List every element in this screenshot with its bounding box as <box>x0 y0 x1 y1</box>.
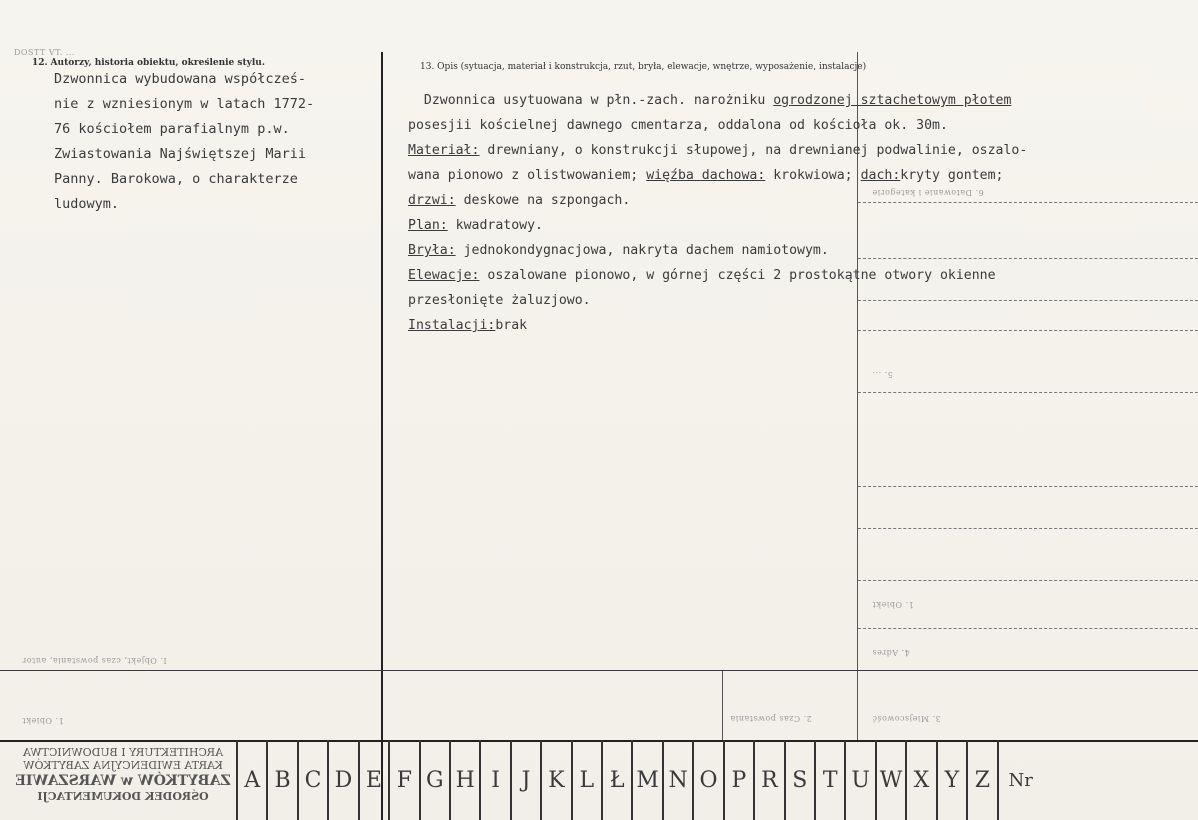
field-12-line: Panny. Barokowa, o charakterze <box>54 171 298 187</box>
field-13-line-1-underlined: ogrodzonej sztachetowym płotem <box>773 93 1012 108</box>
letter-cell: F <box>388 740 418 820</box>
letter-cell: R <box>753 740 783 820</box>
field-13-elevations <box>408 263 1027 288</box>
field-13-line-2: posesjii kościelnej dawnego cmentarza, oddalona od kościoła ok. 30m. <box>408 118 948 133</box>
field-12-line: nie z wzniesionym w latach 1772- <box>54 96 315 112</box>
field-12-num: 12. <box>32 58 48 68</box>
body-text: jednokondygnacjowa, nakryta dachem namiotowym. <box>455 243 829 258</box>
field-12-line: 76 kościołem parafialnym p.w. <box>54 121 290 137</box>
letter-cell: W <box>875 740 905 820</box>
ghost-text-top-left: DOSTT VT. ... <box>14 48 75 57</box>
dash-7 <box>858 528 1198 529</box>
ghost-text-right-4: 3. Miejscowość <box>872 714 941 723</box>
letter-cell: H <box>449 740 479 820</box>
letter-cell: B <box>266 740 296 820</box>
body-label: Bryła: <box>408 243 456 258</box>
organization-block <box>12 740 234 818</box>
field-13-body <box>408 238 1027 263</box>
line-4-b: krokwiowa; <box>765 168 861 183</box>
plan-text: kwadratowy. <box>447 218 543 233</box>
org-line: ARCHITEKTURY I BUDOWNICTWA <box>22 746 224 759</box>
dash-8 <box>858 580 1198 581</box>
letter-cell: L <box>571 740 601 820</box>
letter-cell: A <box>236 740 266 820</box>
ghost-text-bottom-left-2: 1. Obiekt <box>22 716 64 725</box>
installations-label: Instalacji: <box>408 318 496 333</box>
ghost-text-right-5: 2. Czas powstania <box>730 714 812 723</box>
ghost-text-right-3: 4. Adres <box>872 648 910 657</box>
plan-label: Plan: <box>408 218 448 233</box>
divider-main <box>381 52 383 820</box>
field-13-line-4 <box>408 163 1027 188</box>
letter-cell: P <box>723 740 753 820</box>
line-4-c: kryty gontem; <box>900 168 1004 183</box>
letter-cell: O <box>692 740 722 820</box>
org-line: KARTA EWIDENCYJNA ZABYTKÓW <box>23 759 223 772</box>
letter-cell: N <box>662 740 692 820</box>
field-13-line-1 <box>408 88 1027 113</box>
letter-cell: E <box>358 740 388 820</box>
hline-bottom-1 <box>0 670 1198 671</box>
field-13-line-1-text: Dzwonnica usytuowana w płn.-zach. narożniku <box>423 93 774 108</box>
installations-text: brak <box>495 318 528 333</box>
roof-truss-label: więźba dachowa: <box>646 168 766 183</box>
field-12-text <box>54 67 314 217</box>
divider-bottom-mid <box>722 670 723 740</box>
letter-cell: D <box>327 740 357 820</box>
line-4-a: wana pionowo z olistwowaniem; <box>408 168 647 183</box>
letter-cell: I <box>479 740 509 820</box>
letter-cell: S <box>784 740 814 820</box>
doors-label: drzwi: <box>408 193 456 208</box>
field-13-text <box>408 88 1027 338</box>
dash-6 <box>858 486 1198 487</box>
letter-cell: Z <box>966 740 996 820</box>
dash-5 <box>858 392 1198 393</box>
field-12-line: Dzwonnica wybudowana współcześ- <box>54 71 306 87</box>
field-13-doors <box>408 188 1027 213</box>
ghost-text-right-1: 6. Datowanie i kategorie <box>872 188 984 197</box>
field-13-installations <box>408 313 1027 338</box>
number-cell <box>997 740 1198 820</box>
letter-cell: K <box>540 740 570 820</box>
ghost-text-bottom-left: I. Objekt, czas powstania, autor <box>22 656 167 665</box>
field-13-label: 13. Opis (sytuacja, materiał i konstrukcja, rzut, bryła, elewacje, wnętrze, wyposażenie, instalacje) <box>420 62 867 72</box>
dash-9 <box>858 628 1198 629</box>
ghost-text-right-2: 5. ... <box>872 370 893 379</box>
material-text: drewniany, o konstrukcji słupowej, na drewnianej podwalinie, oszalo- <box>479 143 1028 158</box>
field-13-elevations-2: przesłonięte żaluzjowo. <box>408 293 591 308</box>
letter-cell: U <box>844 740 874 820</box>
material-label: Materiał: <box>408 143 480 158</box>
ghost-text-right-6: 1. Obiekt <box>872 600 914 609</box>
org-line: OŚRODEK DOKUMENTACJI <box>37 790 209 803</box>
letter-cell: C <box>297 740 327 820</box>
letter-cell: M <box>631 740 661 820</box>
field-12-title: Autorzy, historia obiektu, określenie stylu. <box>50 58 265 68</box>
field-12-line: Zwiastowania Najświętszej Marii <box>54 146 306 162</box>
letter-cell: Y <box>936 740 966 820</box>
letter-cell: X <box>905 740 935 820</box>
elevations-text: oszalowane pionowo, w górnej części 2 prostokątne otwory okienne <box>479 268 996 283</box>
letter-cell: G <box>419 740 449 820</box>
letter-cell: Ł <box>601 740 631 820</box>
doors-text: deskowe na szpongach. <box>455 193 631 208</box>
roof-label: dach: <box>860 168 901 183</box>
elevations-label: Elewacje: <box>408 268 480 283</box>
field-12-line: ludowym. <box>54 196 120 212</box>
letter-cell: T <box>814 740 844 820</box>
alphabet-index <box>236 740 1198 820</box>
letter-cell: J <box>510 740 540 820</box>
field-13-plan <box>408 213 1027 238</box>
field-13-material <box>408 138 1027 163</box>
org-line: ZABYTKÓW w WARSZAWIE <box>15 773 231 789</box>
number-label: Nr <box>1008 769 1033 791</box>
